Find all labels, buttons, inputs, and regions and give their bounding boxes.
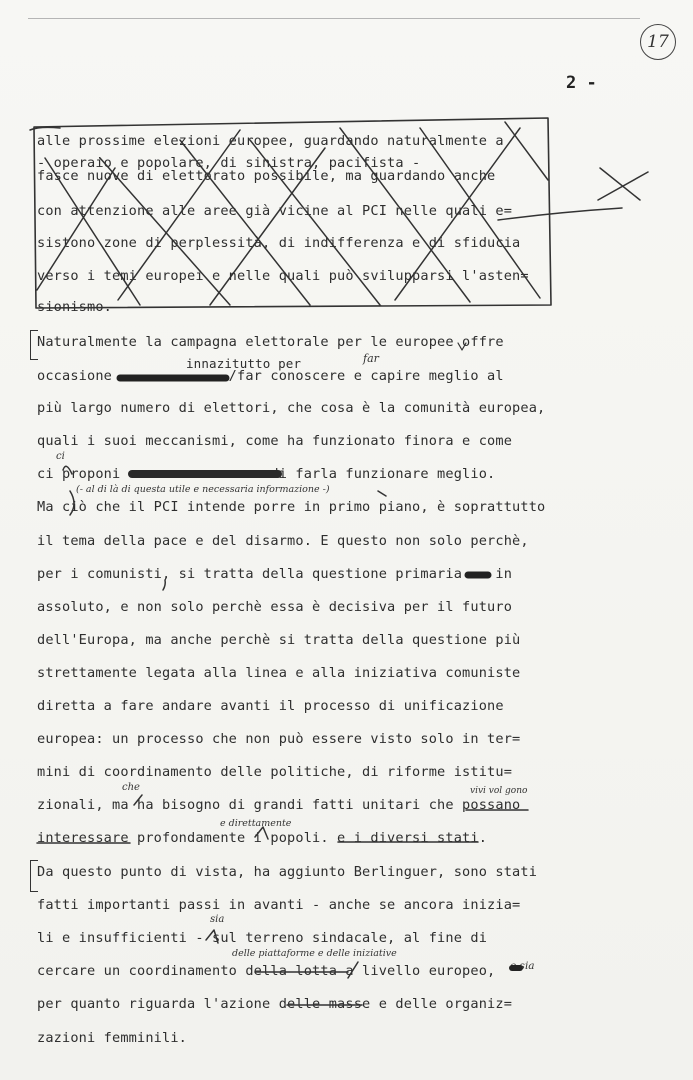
text-line: verso i temi europei e nelle quali può svilupparsi l'asten=: [37, 268, 529, 284]
strike-diagonal-cross: [395, 128, 520, 300]
text-line: fasce nuove di elettorato possibile, ma guardando anche: [37, 168, 496, 184]
strike-diagonal-cross: [210, 148, 325, 305]
strike-diagonal-cross: [118, 130, 240, 300]
strike-diagonal: [100, 158, 230, 305]
handwritten-ci: ci: [56, 451, 65, 462]
text-line: occasione /far conoscere e capire meglio al: [37, 368, 504, 384]
text-line: zazioni femminili.: [37, 1030, 188, 1046]
margin-stroke: [498, 208, 622, 220]
text-line: quali i suoi meccanismi, come ha funzionato finora e come: [37, 433, 513, 449]
strike-diagonal: [45, 158, 140, 305]
text-line: Ma ciò che il PCI intende porre in primo piano, è soprattutto: [37, 499, 546, 515]
text-line: più largo numero di elettori, che cosa è la comunità europea,: [37, 400, 546, 416]
handwritten-che: che: [122, 782, 140, 793]
insertion-mark: [206, 930, 218, 943]
strike-diagonal: [180, 140, 310, 305]
text-line: diretta a fare andare avanti il processo di unificazione: [37, 698, 504, 714]
text-line: sistono zone di perplessità, di indifferenza e di sfiducia: [37, 235, 521, 251]
insertion-mark: [348, 962, 358, 978]
text-line: ci proponi di farla funzionare meglio.: [37, 466, 496, 482]
text-line: interessare profondamente i popoli. e i diversi stati.: [37, 830, 488, 846]
archive-number-stamp: 17: [640, 24, 676, 60]
text-line: dell'Europa, ma anche perchè si tratta della questione più: [37, 632, 521, 648]
strike-diagonal: [340, 128, 470, 302]
typed-insertion: innazitutto per: [186, 356, 302, 371]
insertion-mark: [255, 827, 268, 839]
insertion-mark: [63, 466, 72, 474]
text-line: li e insufficienti - sul terreno sindacale, al fine di: [37, 930, 488, 946]
text-line: Da questo punto di vista, ha aggiunto Berlinguer, sono stati: [37, 864, 538, 880]
handwritten-direttamente: e direttamente: [220, 818, 292, 829]
text-line: zionali, ma ha bisogno di grandi fatti unitari che possano: [37, 797, 521, 813]
insertion-caret: [458, 343, 466, 350]
strike-diagonal: [420, 128, 540, 298]
text-line: assoluto, e non solo perchè essa è decisiva per il futuro: [37, 599, 513, 615]
text-line: alle prossime elezioni europee, guardando naturalmente a: [37, 133, 504, 149]
text-line: per i comunisti, si tratta della questione primaria in: [37, 566, 513, 582]
insertion-mark: [134, 795, 142, 805]
handwritten-info-note: (- al di là di questa utile e necessaria informazione -): [76, 484, 330, 495]
margin-x: [598, 168, 648, 200]
handwritten-sia: sia: [210, 914, 225, 925]
handwritten-far: far: [363, 352, 379, 365]
strike-diagonal: [505, 122, 548, 180]
info-bracket: [70, 491, 74, 515]
text-line: mini di coordinamento delle politiche, di riforme istitu=: [37, 764, 513, 780]
text-line: sionismo.: [37, 299, 113, 315]
text-line: con attenzione alle aree già vicine al PCI nelle quali e=: [37, 203, 513, 219]
text-line: il tema della pace e del disarmo. E questo non solo perchè,: [37, 533, 529, 549]
page-number: 2 -: [566, 73, 597, 93]
strike-diagonal: [250, 140, 380, 305]
text-line: per quanto riguarda l'azione delle masse e delle organiz=: [37, 996, 513, 1012]
text-line: cercare un coordinamento della lotta a livello europeo,: [37, 963, 496, 979]
handwritten-delle-piattaforme: delle piattaforme e delle iniziative: [232, 948, 397, 959]
info-bracket-close: [378, 491, 386, 496]
text-line: Naturalmente la campagna elettorale per le europee offre: [37, 334, 504, 350]
handwritten-vivi-vol-gono: vivi vol gono: [470, 786, 528, 796]
text-line: - operaio e popolare, di sinistra, pacifista -: [37, 155, 421, 171]
handwritten-e-sia: e sia: [510, 960, 535, 972]
strike-diagonal-cross: [37, 168, 115, 290]
text-line: strettamente legata alla linea e alla iniziativa comuniste: [37, 665, 521, 681]
comma-mark: [163, 580, 165, 590]
text-line: fatti importanti passi in avanti - anche se ancora inizia=: [37, 897, 521, 913]
strike-box: [34, 118, 551, 308]
text-line: europea: un processo che non può essere visto solo in ter=: [37, 731, 521, 747]
